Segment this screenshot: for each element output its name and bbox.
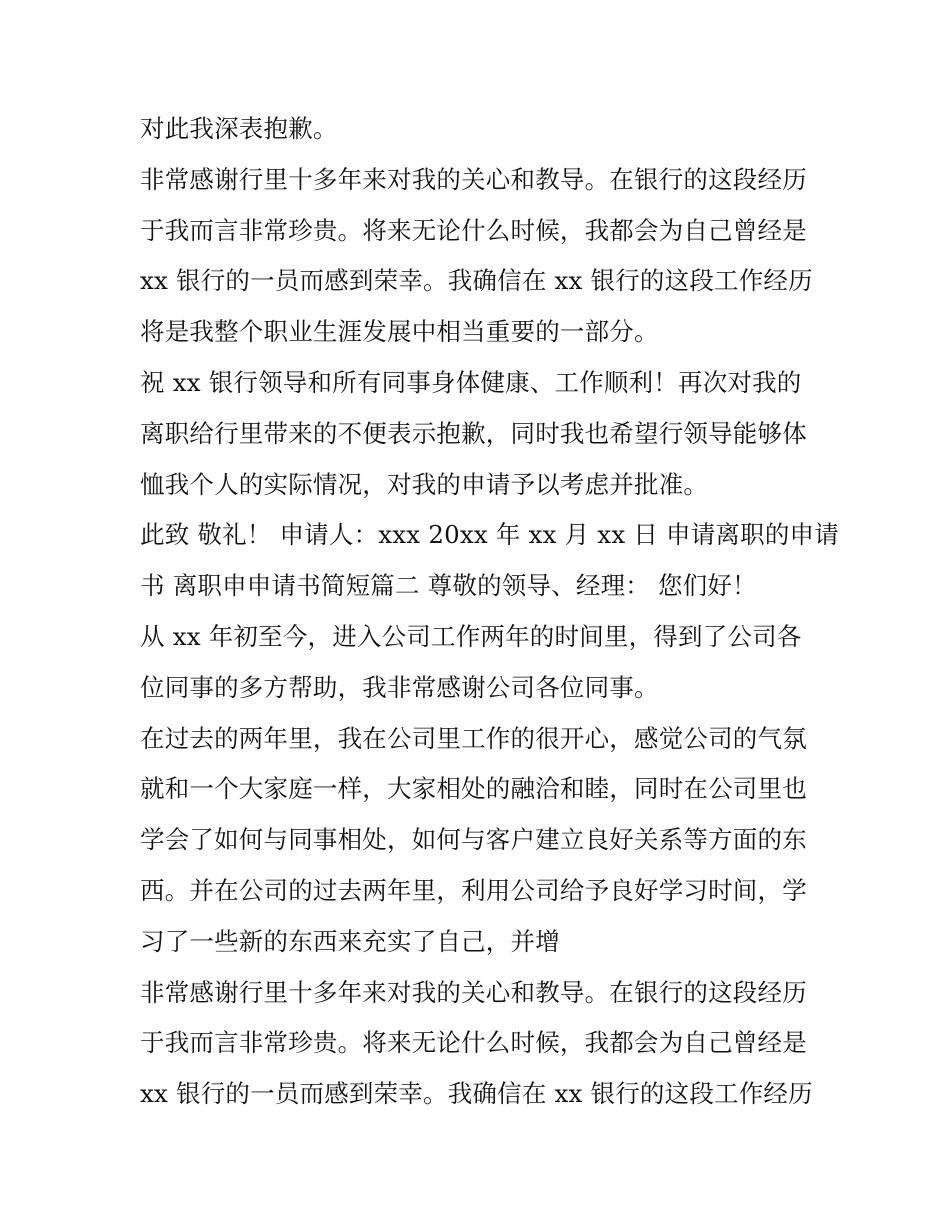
text-line: 非常感谢行里十多年来对我的关心和教导。在银行的这段经历 — [140, 977, 807, 1007]
text-line: 非常感谢行里十多年来对我的关心和教导。在银行的这段经历 — [140, 164, 807, 194]
text-line: 习了一些新的东西来充实了自己，并增 — [140, 926, 560, 956]
text-line: 此致 敬礼！ 申请人：xxx 20xx 年 xx 月 xx 日 申请离职的申请 — [140, 520, 839, 550]
text-line: 于我而言非常珍贵。将来无论什么时候，我都会为自己曾经是 — [140, 1028, 807, 1058]
text-line: 离职给行里带来的不便表示抱歉，同时我也希望行领导能够体 — [140, 418, 807, 448]
text-line: 西。并在公司的过去两年里，利用公司给予良好学习时间，学 — [140, 875, 807, 905]
document-body — [140, 104, 839, 1120]
text-line: xx 银行的一员而感到荣幸。我确信在 xx 银行的这段工作经历 — [140, 266, 813, 296]
text-line: 学会了如何与同事相处，如何与客户建立良好关系等方面的东 — [140, 825, 807, 855]
text-line: 将是我整个职业生涯发展中相当重要的一部分。 — [140, 317, 659, 347]
text-line: 在过去的两年里，我在公司里工作的很开心，感觉公司的气氛 — [140, 723, 807, 753]
text-line: 于我而言非常珍贵。将来无论什么时候，我都会为自己曾经是 — [140, 215, 807, 245]
text-line: xx 银行的一员而感到荣幸。我确信在 xx 银行的这段工作经历 — [140, 1079, 813, 1109]
text-line: 祝 xx 银行领导和所有同事身体健康、工作顺利！再次对我的 — [140, 367, 802, 397]
text-line: 书 离职申申请书简短篇二 尊敬的领导、经理： 您们好！ — [140, 571, 757, 601]
text-line: 对此我深表抱歉。 — [140, 114, 338, 143]
text-line: 从 xx 年初至今，进入公司工作两年的时间里，得到了公司各 — [140, 621, 802, 651]
text-line: 就和一个大家庭一样，大家相处的融洽和睦，同时在公司里也 — [140, 774, 807, 804]
text-line: 位同事的多方帮助，我非常感谢公司各位同事。 — [140, 672, 659, 702]
text-line: 恤我个人的实际情况，对我的申请予以考虑并批准。 — [140, 469, 709, 499]
